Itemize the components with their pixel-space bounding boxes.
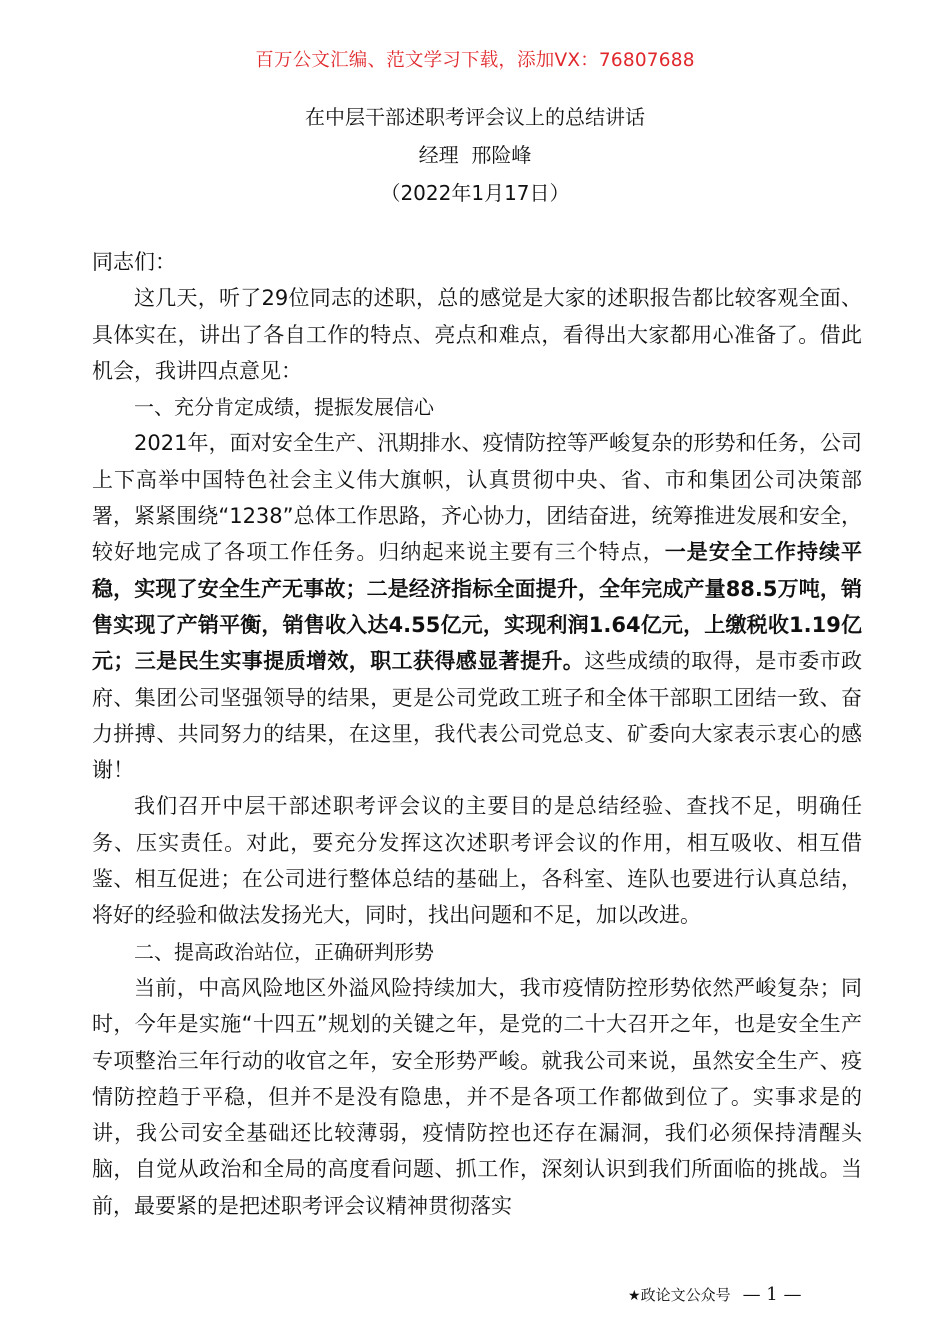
- document-body: [92, 244, 862, 1224]
- document-title: 在中层干部述职考评会议上的总结讲话: [305, 105, 645, 129]
- paragraph-situation: 当前，中高风险地区外溢风险持续加大，我市疫情防控形势依然严峻复杂；同时，今年是实施“十四五”规划的关键之年，是党的二十大召开之年，也是安全生产专项整治三年行动的收官之年，安全形势严峻。就我公司来说，虽然安全生产、疫情防控趋于平稳，但并不是没有隐患，并不是各项工作都做到位了。实事求是的讲，我公司安全基础还比较薄弱，疫情防控也还存在漏洞，我们必须保持清醒头脑，自觉从政治和全局的高度看问题、抓工作，深刻认识到我们所面临的挑战。当前，最要紧的是把述职考评会议精神贯彻落实: [92, 975, 862, 1218]
- section-heading-1: 一、充分肯定成绩，提振发展信心: [134, 395, 434, 420]
- footer-source: 政论文公众号: [640, 1286, 731, 1304]
- paragraph-text: 2021年，面对安全生产、汛期排水、疫情防控等严峻复杂的形势和任务，公司上下高举中国特色社会主义伟大旗帜，认真贯彻中央、省、市和集团公司决策部署，紧紧围绕“1238”总体工作思路，齐心协力，团结奋进，统筹推进发展和安全，较好地完成了各项工作任务。归纳起来说主要有三个特点，: [92, 431, 862, 565]
- date-line: （2022年1月17日）: [380, 181, 570, 205]
- page-number: — 1 —: [742, 1284, 802, 1305]
- author-line: 经理 邢险峰: [418, 143, 532, 167]
- paragraph-intro: 这几天，听了29位同志的述职，总的感觉是大家的述职报告都比较客观全面、具体实在，讲出了各自工作的特点、亮点和难点，看得出大家都用心准备了。借此机会，我讲四点意见：: [92, 286, 862, 383]
- paragraph-achievements: [92, 425, 862, 788]
- promo-banner: 百万公文汇编、范文学习下载，添加VX：76807688: [255, 50, 695, 71]
- page-footer: [628, 1284, 801, 1305]
- highlight-text: 一是安全工作持续平稳，实现了安全生产无事故；二是经济指标全面提升，全年完成产量88.5万吨，销售实现了产销平衡，销售收入达4.55亿元，实现利润1.64亿元，上缴税收1.19亿元；三是民生实事提质增效，职工获得感显著提升。: [92, 540, 863, 674]
- salutation: 同志们：: [92, 250, 176, 274]
- title-block: [0, 98, 950, 212]
- section-heading-2: 二、提高政治站位，正确研判形势: [134, 939, 434, 964]
- paragraph-text: 这些成绩的取得，是市委市政府、集团公司坚强领导的结果，更是公司党政工班子和全体干部职工团结一致、奋力拼搏、共同努力的结果，在这里，我代表公司党总支、矿委向大家表示衷心的感谢！: [92, 649, 863, 783]
- paragraph-purpose: 我们召开中层干部述职考评会议的主要目的是总结经验、查找不足，明确任务、压实责任。对此，要充分发挥这次述职考评会议的作用，相互吸收、相互借鉴、相互促进；在公司进行整体总结的基础上，各科室、连队也要进行认真总结，将好的经验和做法发扬光大，同时，找出问题和不足，加以改进。: [92, 794, 862, 928]
- star-icon: ★: [628, 1288, 641, 1304]
